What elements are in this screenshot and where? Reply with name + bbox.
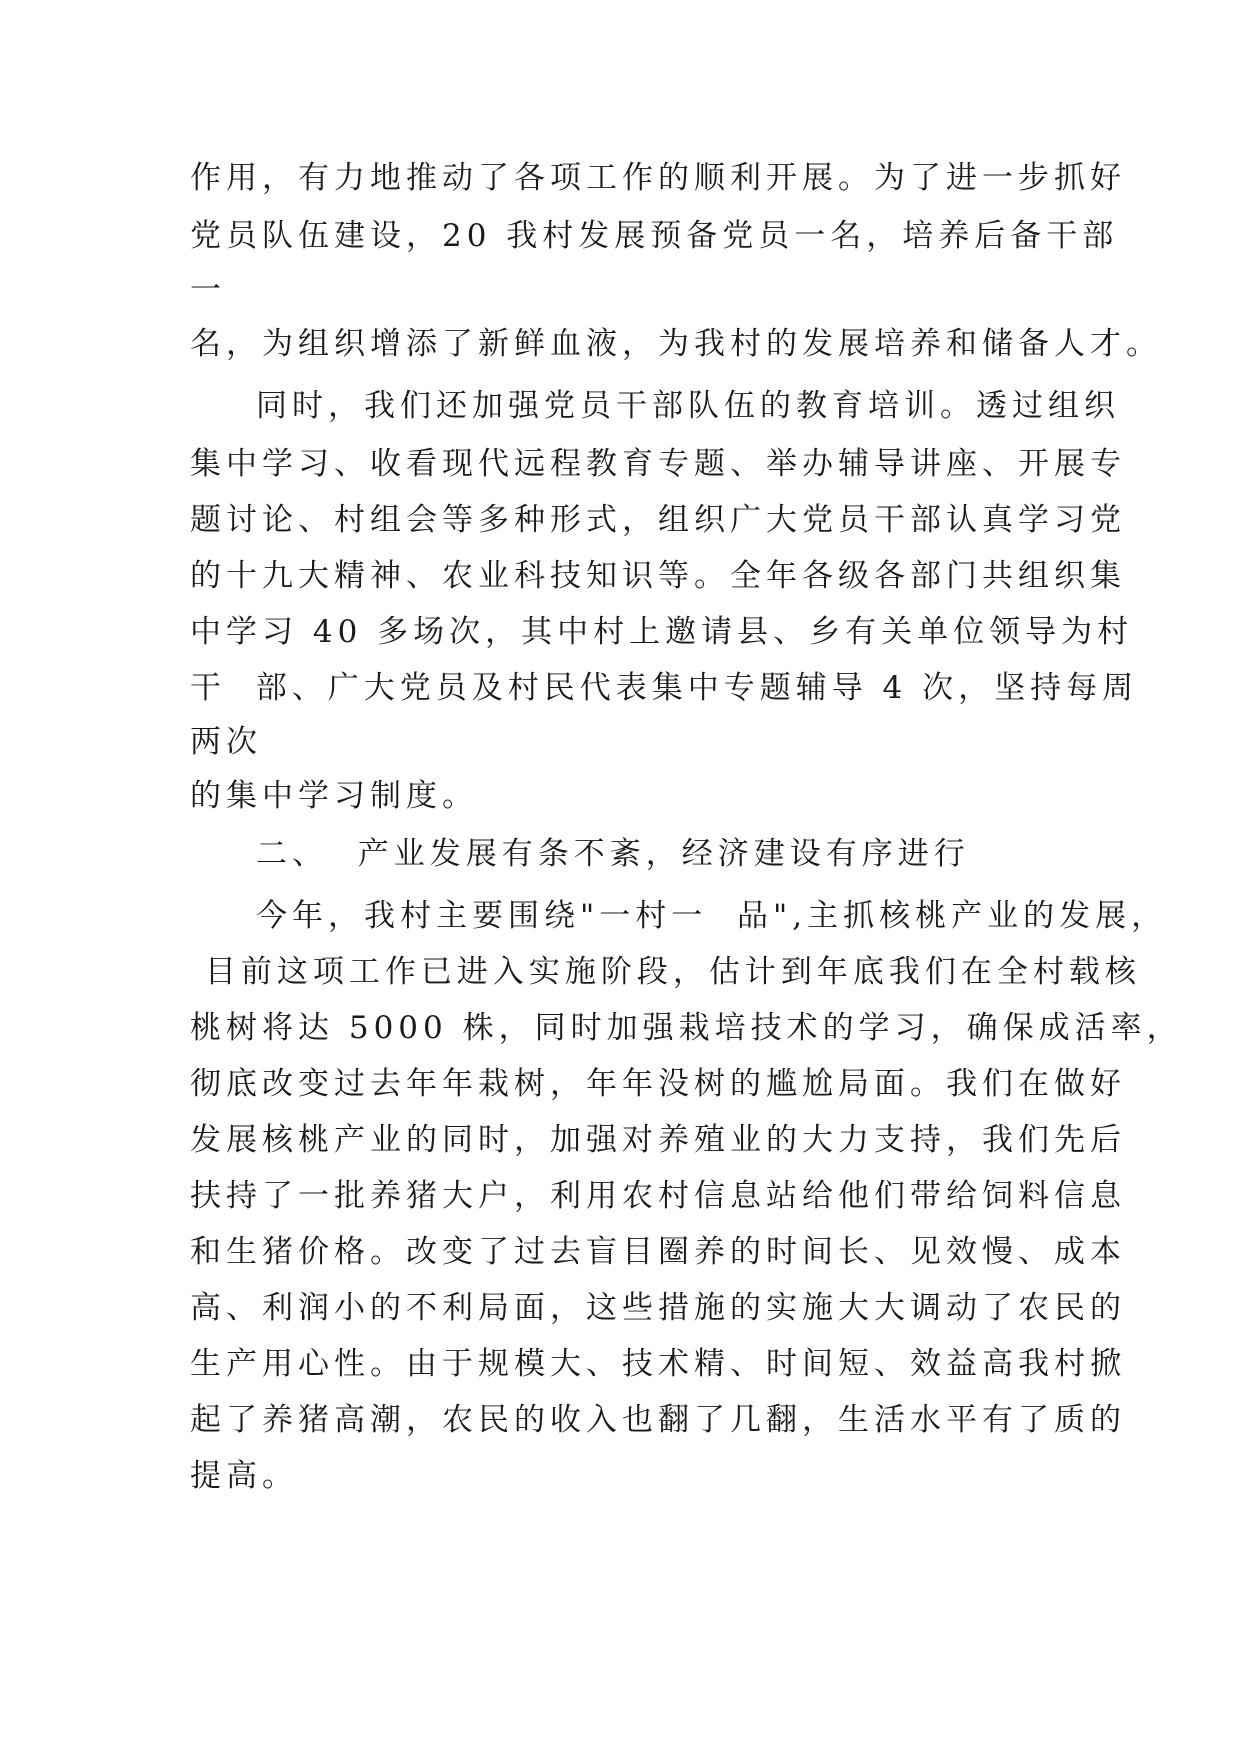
- text-line: 题讨论、村组会等多种形式，组织广大党员干部认真学习党: [190, 502, 1126, 538]
- text-line: 目前这项工作已进入实施阶段，估计到年底我们在全村载核: [190, 954, 1141, 990]
- text-line: 中学习 40 多场次，其中村上邀请县、乡有关单位领导为村: [190, 614, 1134, 650]
- text-line: 的十九大精神、农业科技知识等。全年各级各部门共组织集: [190, 558, 1126, 594]
- text-line: 党员队伍建设，20 我村发展预备党员一名，培养后备干部: [190, 218, 1119, 254]
- text-line: 和生猪价格。改变了过去盲目圈养的时间长、见效慢、成本: [190, 1234, 1126, 1270]
- text-line: 同时，我们还加强党员干部队伍的教育培训。透过组织: [256, 388, 1120, 424]
- text-line: 生产用心性。由于规模大、技术精、时间短、效益高我村掀: [190, 1346, 1126, 1382]
- text-line: 一: [190, 272, 226, 308]
- text-line: 作用，有力地推动了各项工作的顺利开展。为了进一步抓好: [190, 160, 1126, 196]
- text-line: 集中学习、收看现代远程教育专题、举办辅导讲座、开展专: [190, 446, 1126, 482]
- section-heading: 二、 产业发展有条不紊，经济建设有序进行: [256, 836, 970, 872]
- text-line: 发展核桃产业的同时，加强对养殖业的大力支持，我们先后: [190, 1122, 1126, 1158]
- text-line: 提高。: [190, 1458, 298, 1494]
- text-line: 今年，我村主要围绕"一村一 品",主抓核桃产业的发展，: [256, 898, 1168, 934]
- text-line: 的集中学习制度。: [190, 778, 478, 814]
- text-line: 扶持了一批养猪大户，利用农村信息站给他们带给饲料信息: [190, 1178, 1126, 1214]
- text-line: 名，为组织增添了新鲜血液，为我村的发展培养和储备人才。: [190, 326, 1162, 362]
- text-line: 桃树将达 5000 株，同时加强栽培技术的学习，确保成活率，: [190, 1010, 1183, 1046]
- text-line: 彻底改变过去年年栽树，年年没树的尴尬局面。我们在做好: [190, 1066, 1126, 1102]
- text-line: 干 部、广大党员及村民代表集中专题辅导 4 次，坚持每周: [190, 670, 1139, 706]
- text-line: 两次: [190, 724, 262, 760]
- text-line: 起了养猪高潮，农民的收入也翻了几翻，生活水平有了质的: [190, 1402, 1126, 1438]
- text-line: 高、利润小的不利局面，这些措施的实施大大调动了农民的: [190, 1290, 1126, 1326]
